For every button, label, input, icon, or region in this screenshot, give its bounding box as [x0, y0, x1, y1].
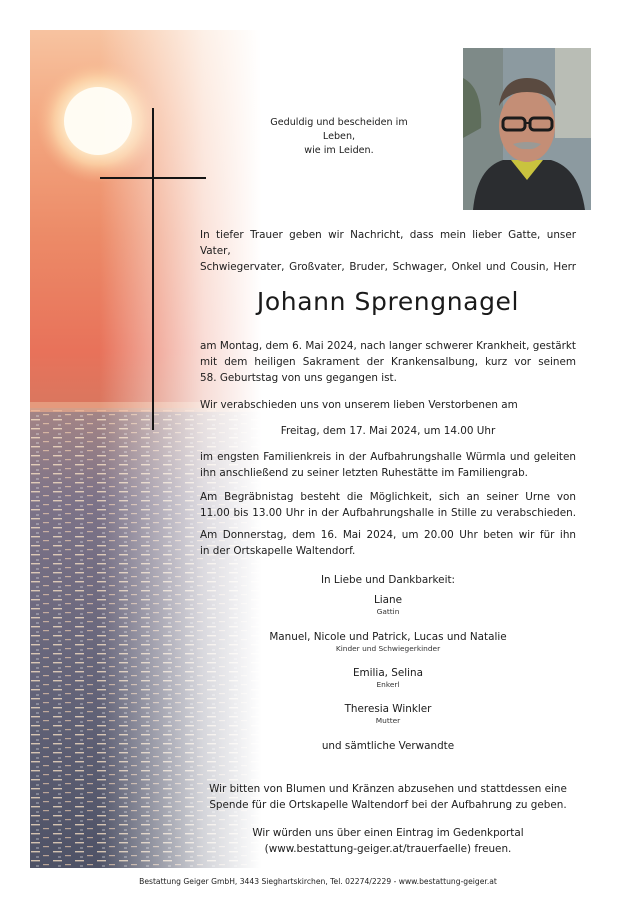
service-details-line: ihn anschließend zu seiner letzten Ruhestätte im Familiengrab. [200, 467, 528, 479]
mourner-name: Theresia Winkler [344, 703, 432, 715]
motto-line: wie im Leiden. [304, 145, 374, 156]
motto-line: Geduldig und bescheiden im Leben, [270, 117, 408, 142]
mourner-name: Liane [373, 594, 403, 606]
love-and-gratitude: In Liebe und Dankbarkeit: [320, 574, 456, 586]
obituary-card [30, 30, 608, 868]
prayer-notice-line: Am Donnerstag, dem 16. Mai 2024, um 20.00 Uhr beten wir für ihn [200, 529, 576, 541]
mourner-entry [200, 702, 576, 726]
service-details [200, 449, 576, 481]
death-notice-line: am Montag, dem 6. Mai 2024, nach langer schwerer Krankheit, gestärkt [200, 340, 576, 352]
motto [264, 116, 414, 158]
cross-horizontal-beam [100, 177, 206, 179]
mourner-entry [200, 630, 576, 654]
prayer-notice-line: in der Ortskapelle Waltendorf. [200, 545, 356, 557]
mourner-name: Emilia, Selina [352, 667, 424, 679]
death-notice-line: 58. Geburtstag von uns gegangen ist. [200, 372, 397, 384]
farewell-line: Wir verabschieden uns von unserem lieben Verstorbenen am [200, 399, 518, 411]
deceased-name: Johann Sprengnagel [256, 287, 520, 316]
cross-vertical-beam [152, 108, 154, 430]
mourner-role: Kinder und Schwiegerkinder [335, 644, 441, 653]
service-date: Freitag, dem 17. Mai 2024, um 14.00 Uhr [280, 425, 496, 437]
prayer-notice [200, 527, 576, 559]
mourner-role: Mutter [375, 716, 401, 725]
intro-line: In tiefer Trauer geben wir Nachricht, dass mein lieber Gatte, unser Vater, [200, 229, 576, 257]
mourner-role: Enkerl [376, 680, 400, 689]
memorial-portal-line: Wir würden uns über einen Eintrag im Gedenkportal [252, 827, 524, 839]
memorial-portal-note [200, 825, 576, 857]
urn-viewing-line: 11.00 bis 13.00 Uhr in der Aufbahrungshalle in Stille zu verabschieden. [200, 507, 576, 519]
memorial-portal-link[interactable]: (www.bestattung-geiger.at/trauerfaelle) freuen. [264, 843, 512, 855]
relatives-line: und sämtliche Verwandte [321, 740, 455, 752]
donation-request [200, 781, 576, 813]
portrait-photo [463, 48, 591, 210]
urn-viewing [200, 489, 576, 521]
mourner-name: Manuel, Nicole und Patrick, Lucas und Natalie [269, 631, 507, 643]
announcement-intro [200, 227, 576, 275]
donation-request-line: Wir bitten von Blumen und Kränzen abzusehen und stattdessen eine [209, 783, 567, 795]
donation-request-line: Spende für die Ortskapelle Waltendorf bei der Aufbahrung zu geben. [209, 799, 567, 811]
funeral-home-footer: Bestattung Geiger GmbH, 3443 Sieghartskirchen, Tel. 02274/2229 - www.bestattung-geiger.at [139, 877, 497, 886]
intro-line: Schwiegervater, Großvater, Bruder, Schwager, Onkel und Cousin, Herr [200, 261, 576, 273]
death-notice [200, 338, 576, 386]
death-notice-line: mit dem heiligen Sakrament der Krankensalbung, kurz vor seinem [200, 356, 576, 368]
urn-viewing-line: Am Begräbnistag besteht die Möglichkeit, sich an seiner Urne von [200, 491, 576, 503]
mourner-entry [200, 593, 576, 617]
mourner-entry [200, 666, 576, 690]
service-details-line: im engsten Familienkreis in der Aufbahrungshalle Würmla und geleiten [200, 451, 576, 463]
mourner-role: Gattin [376, 607, 400, 616]
